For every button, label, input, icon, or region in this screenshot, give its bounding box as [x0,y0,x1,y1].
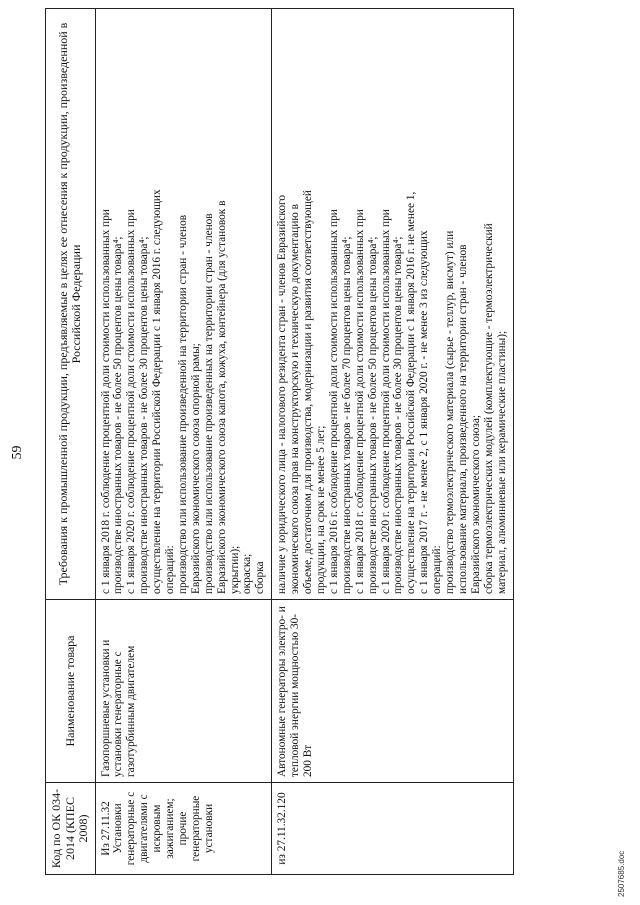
requirement-line: производстве иностранных товаров - не более 50 процентов цены товара⁴; [112,236,125,594]
requirement-line: использование материала, произведенного на территории стран - членов [456,244,469,594]
requirement-line: укрытии); [228,545,241,594]
requirement-line: окраска; [241,553,254,594]
requirement-line: производстве иностранных товаров - не более 30 процентов цены товара⁴; [138,236,151,594]
table-row [272,9,513,875]
requirement-line: производстве иностранных товаров - не более 50 процентов цены товара⁴; [366,236,379,594]
requirement-line: производство термоэлектрического материала (сырье - теллур, висмут) или [444,230,457,594]
requirement-line: производстве иностранных товаров - не более 70 процентов цены товара⁴; [340,236,353,594]
requirement-line: Евразийского экономического союза опорной рамы; [189,343,202,594]
header-code: Код по ОК 034-2014 (КПЕС 2008) [46,783,96,875]
cell-code: из 27.11.32.120 [272,783,513,875]
document-code: 2507685.doc [617,850,626,897]
requirement-line: с 1 января 2018 г. соблюдение процентной доли стоимости использованных при [353,209,366,594]
requirement-line: материал, алюминиевые или керамические пластины); [495,330,508,594]
requirement-line: экономического союза прав на конструкторскую и техническую документацию в [289,204,302,594]
cell-code: Из 27.11.32 Установки генераторные с двигателями с искровым зажиганием; прочие генераторные установки [95,783,272,875]
header-name: Наименование товара [46,600,96,783]
requirement-line: производстве иностранных товаров - не более 30 процентов цены товара⁴; [392,236,405,594]
table-row [95,9,272,875]
requirements-table [45,8,514,875]
requirement-line: с 1 января 2020 г. соблюдение процентной доли стоимости использованных при [379,209,392,594]
requirement-line: продукции, на срок не менее 5 лет; [315,425,327,594]
table-header-row [46,9,96,875]
requirement-line: осуществление на территории Российской Федерации с 1 января 2016 г. не менее 1, [405,191,418,594]
header-requirements: Требования к промышленной продукции, предъявляемые в целях ее отнесения к продукции, произведенной в Российской Федерации [46,9,96,600]
requirement-line: сборка термоэлектрических модулей (комплектующие - термоэлектрический [482,223,495,594]
page-number: 59 [10,445,25,460]
cell-requirements [95,9,272,600]
requirement-line: Евразийского экономического союза; [469,414,482,594]
cell-name: Газопоршневые установки и установки генераторные с газотурбинным двигателем [95,600,272,783]
requirement-line: сборка [254,561,267,594]
requirement-line: объеме, достаточном для производства, модернизации и развития соответствующей [302,190,315,594]
requirement-line: операций: [164,545,177,594]
cell-name: Автономные генераторы электро- и тепловой энергии мощностью 30-200 Вт [272,600,513,783]
requirement-line: операций: [431,545,444,594]
cell-requirements [272,9,513,600]
requirement-line: наличие у юридического лица - налогового резидента стран - членов Евразийского [276,195,289,594]
requirement-line: с 1 января 2016 г. соблюдение процентной доли стоимости использованных при [327,209,340,594]
requirement-line: осуществление на территории Российской Федерации с 1 января 2016 г. следующих [151,189,164,594]
requirement-line: с 1 января 2020 г. соблюдение процентной доли стоимости использованных при [125,209,138,594]
requirement-line: Евразийского экономического союза капота, кожуха, контейнера (для установок в [215,200,228,594]
requirement-line: производство или использование произведенных на территории стран - членов [202,213,215,594]
requirement-line: с 1 января 2017 г. - не менее 2, с 1 января 2020 г. - не менее 3 из следующих [418,230,431,594]
requirement-line: с 1 января 2018 г. соблюдение процентной доли стоимости использованных при [99,209,112,594]
requirement-line: производство или использование произведенной на территории стран - членов [176,214,189,594]
